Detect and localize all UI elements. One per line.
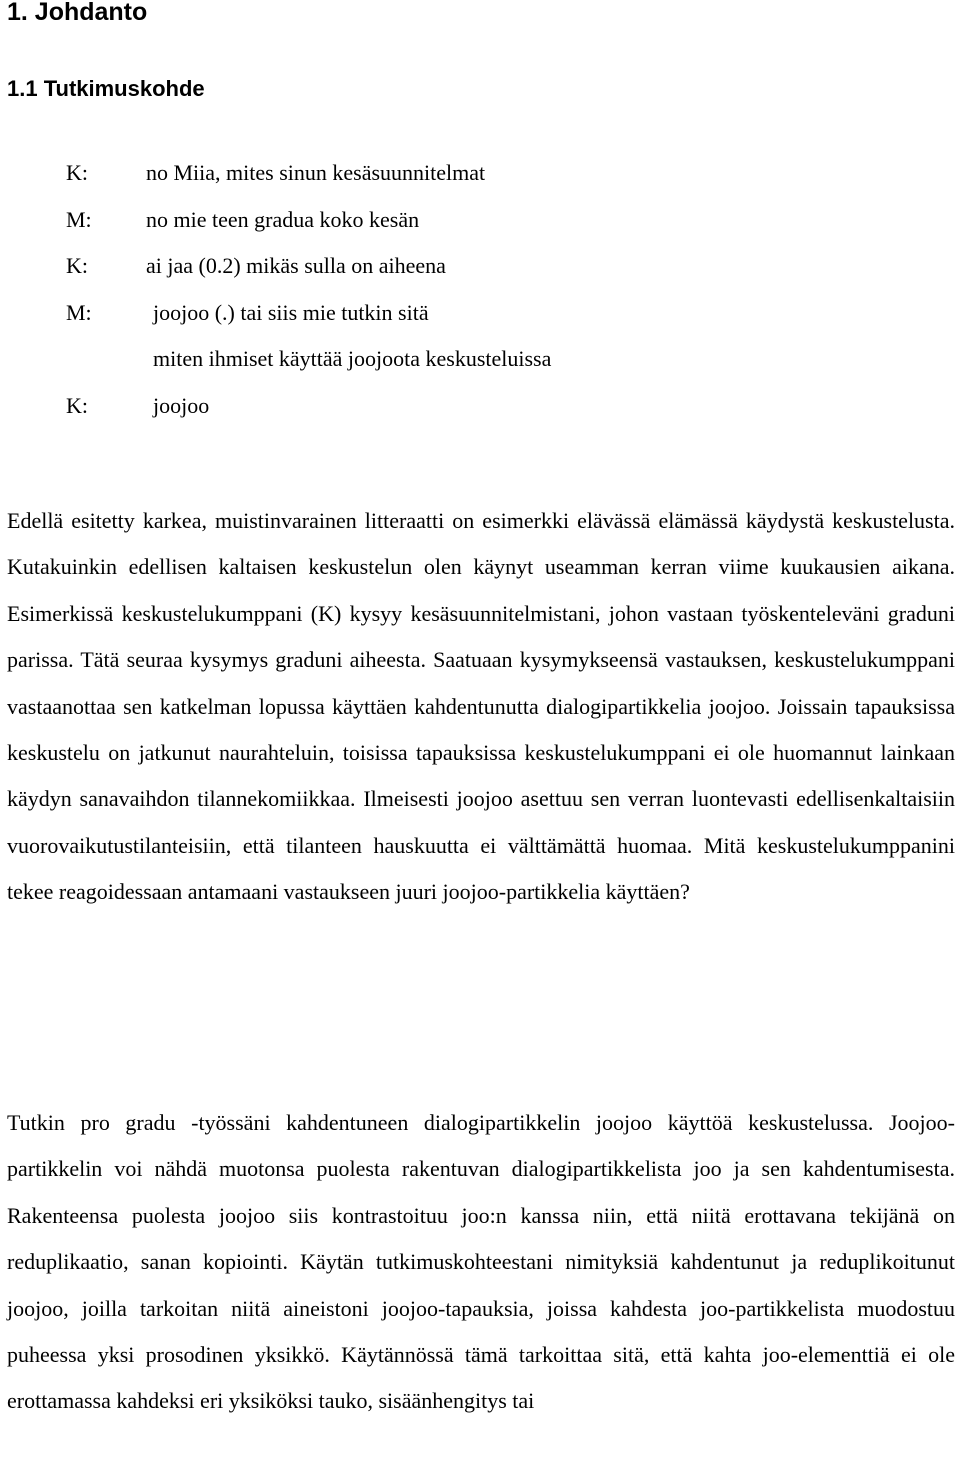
- transcript-line: [0, 205, 960, 252]
- transcript-line: [0, 158, 960, 205]
- chapter-heading: 1. Johdanto: [7, 0, 148, 26]
- speaker-label: M:: [66, 206, 92, 232]
- speaker-label: K:: [66, 392, 88, 418]
- transcript-line: [0, 251, 960, 298]
- utterance-text: joojoo (.) tai siis mie tutkin sitä: [153, 299, 429, 325]
- utterance-text: miten ihmiset käyttää joojoota keskusteluissa: [153, 346, 552, 371]
- utterance-text: no mie teen gradua koko kesän: [146, 206, 420, 232]
- body-paragraph: Edellä esitetty karkea, muistinvarainen litteraatti on esimerkki elävässä elämässä käydystä keskustelusta. Kutakuinkin edellisen kaltaisen keskustelun olen käynyt useamman kerran viime kuukausien aikana. Esimerkissä keskustelukumppani (K) kysyy kesäsuunnitelmistani, johon vastaan työskenteleväni graduni parissa. Tätä seuraa kysymys graduni aiheesta. Saatuaan kysymykseensä vastauksen, keskustelukumppani vastaanottaa sen katkelman lopussa käyttäen kahdentunutta dialogipartikkelia joojoo. Joissain tapauksissa keskustelu on jatkunut naurahteluin, toisissa tapauksissa keskustelukumppani ei ole huomannut lainkaan käydyn sanavaihdon tilannekomiikkaa. Ilmeisesti joojoo asettuu sen verran luontevasti edellisenkaltaisiin vuorovaikutustilanteisiin, että tilanteen hauskuutta ei välttämättä huomaa. Mitä keskustelukumppanini tekee reagoidessaan antamaani vastaukseen juuri joojoo-partikkelia käyttäen?: [7, 508, 955, 905]
- section-heading: 1.1 Tutkimuskohde: [7, 76, 205, 101]
- transcript-example: [0, 158, 960, 437]
- speaker-label: K:: [66, 253, 88, 278]
- utterance-text: no Miia, mites sinun kesäsuunnitelmat: [146, 160, 486, 185]
- transcript-line: [0, 391, 960, 438]
- transcript-line: [0, 344, 960, 391]
- transcript-line: [0, 298, 960, 345]
- body-paragraph: Tutkin pro gradu -työssäni kahdentuneen dialogipartikkelin joojoo käyttöä keskustelussa. Joojoo-partikkelin voi nähdä muotonsa puolesta rakentuvan dialogipartikkelista joo ja sen kahdentumisesta. Rakenteensa puolesta joojoo siis kontrastoituu joo:n kanssa niin, että niitä erottavana tekijänä on reduplikaatio, sanan kopiointi. Käytän tutkimuskohteestani nimityksiä kahdentunut ja reduplikoitunut joojoo, joilla tarkoitan niitä aineistoni joojoo-tapauksia, joissa kahdesta joo-partikkelista muodostuu puheessa yksi prosodinen yksikkö. Käytännössä tämä tarkoittaa sitä, että kahta joo-elementtiä ei ole erottamassa kahdeksi eri yksiköksi tauko, sisäänhengitys tai: [7, 1110, 955, 1414]
- speaker-label: K:: [66, 160, 88, 185]
- utterance-text: joojoo: [153, 392, 210, 418]
- speaker-label: M:: [66, 299, 92, 325]
- utterance-text: ai jaa (0.2) mikäs sulla on aiheena: [146, 253, 446, 278]
